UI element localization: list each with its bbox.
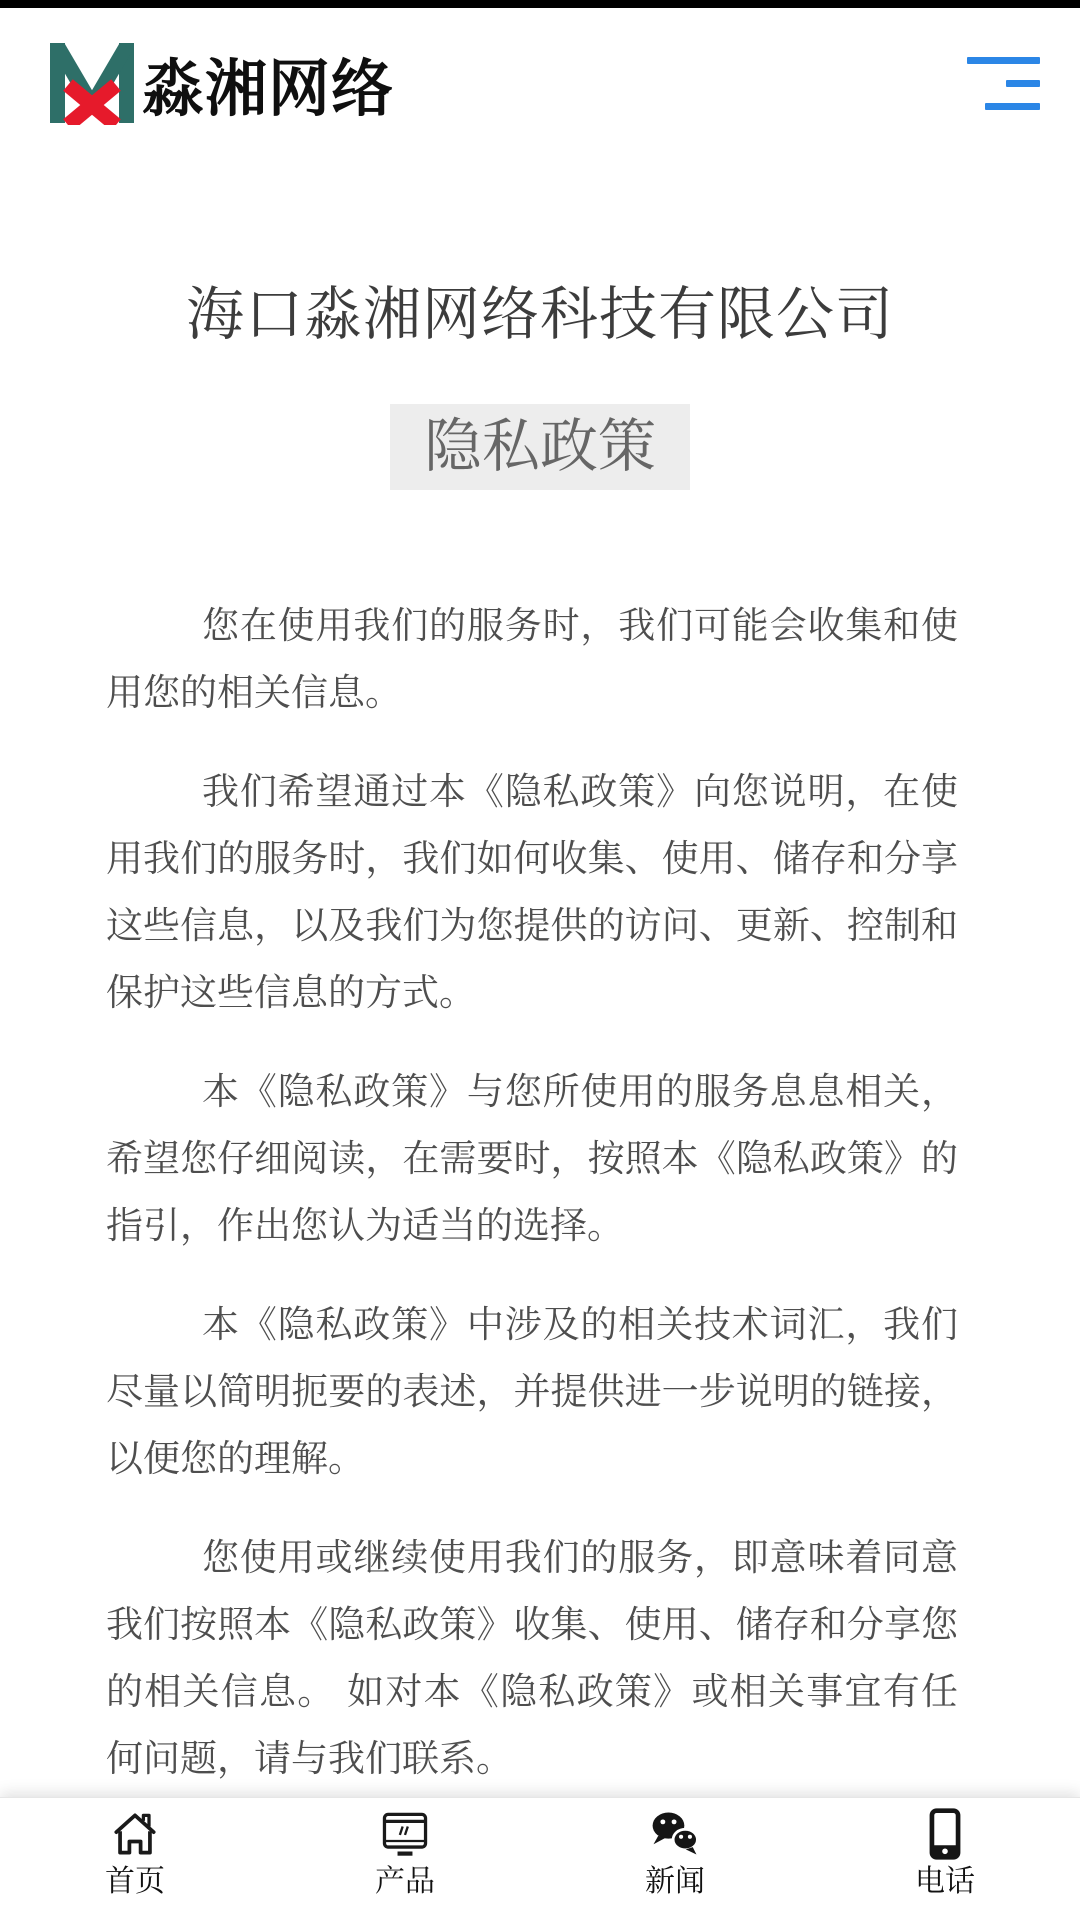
nav-label-news: 新闻 — [645, 1865, 705, 1898]
bottom-nav — [0, 1797, 1080, 1920]
privacy-policy-body — [106, 592, 958, 1792]
policy-paragraph: 本《隐私政策》中涉及的相关技术词汇，我们尽量以简明扼要的表述，并提供进一步说明的链接，以便您的理解。 — [106, 1303, 958, 1479]
policy-paragraph: 本《隐私政策》与您所使用的服务息息相关，希望您仔细阅读，在需要时，按照本《隐私政策》的指引，作出您认为适当的选择。 — [106, 1070, 958, 1246]
nav-item-news[interactable] — [540, 1798, 810, 1920]
logo-text: 淼湘网络 — [142, 54, 395, 124]
hamburger-bar — [1006, 80, 1040, 87]
subtitle-row — [0, 404, 1080, 490]
nav-item-products[interactable] — [270, 1798, 540, 1920]
hamburger-bar — [967, 57, 1040, 64]
wechat-icon — [647, 1806, 703, 1862]
nav-label-home: 首页 — [105, 1865, 165, 1898]
phone-icon — [917, 1806, 973, 1862]
nav-label-products: 产品 — [375, 1865, 435, 1898]
policy-paragraph: 您使用或继续使用我们的服务，即意味着同意我们按照本《隐私政策》收集、使用、储存和分享您的相关信息。 如对本《隐私政策》或相关事宜有任何问题，请与我们联系。 — [106, 1536, 958, 1779]
hamburger-menu-icon[interactable] — [967, 51, 1040, 116]
header — [0, 8, 1080, 158]
logo-mark-mx-icon — [48, 41, 136, 125]
logo[interactable] — [48, 39, 394, 128]
nav-item-home[interactable] — [0, 1798, 270, 1920]
product-icon — [377, 1806, 433, 1862]
policy-paragraph: 您在使用我们的服务时，我们可能会收集和使用您的相关信息。 — [106, 604, 958, 713]
page-subtitle: 隐私政策 — [390, 404, 690, 490]
nav-item-phone[interactable] — [810, 1798, 1080, 1920]
page-title: 海口淼湘网络科技有限公司 — [185, 282, 894, 347]
policy-paragraph: 我们希望通过本《隐私政策》向您说明，在使用我们的服务时，我们如何收集、使用、储存和分享这些信息，以及我们为您提供的访问、更新、控制和保护这些信息的方式。 — [106, 770, 958, 1013]
hamburger-bar — [985, 103, 1040, 110]
top-strip — [0, 0, 1080, 8]
nav-label-phone: 电话 — [915, 1865, 975, 1898]
home-icon — [107, 1806, 163, 1862]
